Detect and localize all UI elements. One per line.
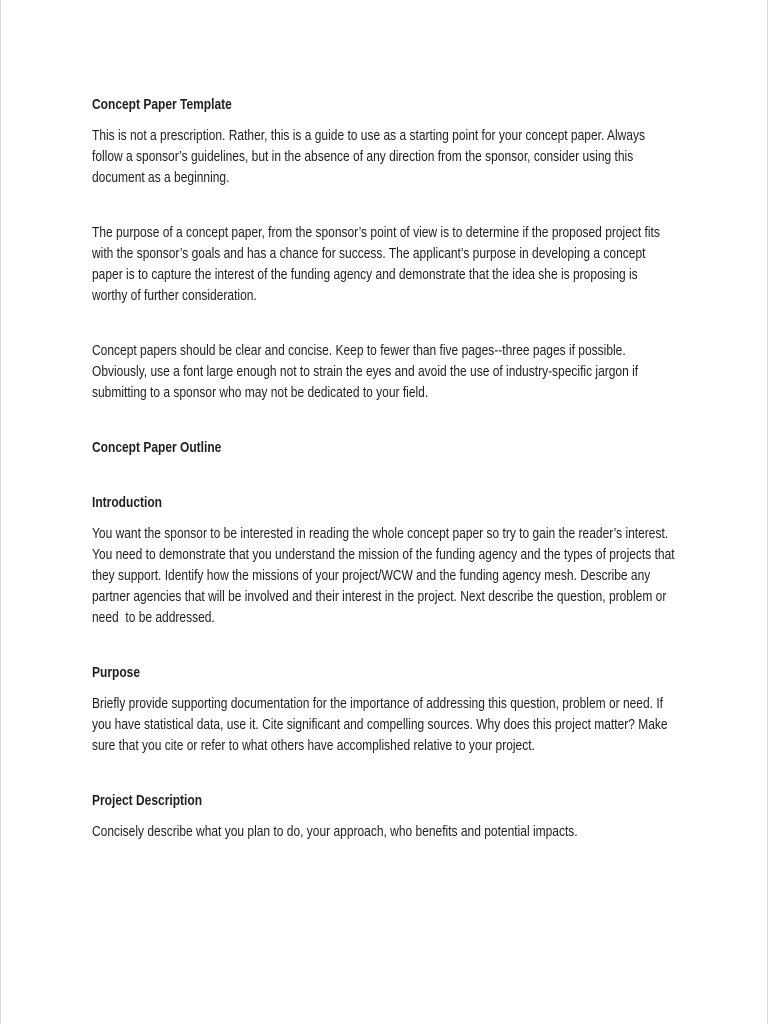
paragraph-project-description-body: Concisely describe what you plan to do, your approach, who benefits and potential impacts. bbox=[92, 823, 578, 840]
paragraph-intro-guide: This is not a prescription. Rather, this is a guide to use as a starting point for your concept paper. Always follow a sponsor’s guidelines, but in the absence of any direction from the sponsor, consider using this document as a beginning. bbox=[92, 127, 649, 186]
section-heading-purpose: Purpose bbox=[92, 664, 141, 681]
section-heading-introduction: Introduction bbox=[92, 494, 162, 511]
paragraph-purpose-body: Briefly provide supporting documentation for the importance of addressing this question, problem or need. If you have statistical data, use it. Cite significant and compelling sources. Why does this project matter? Make sure that you cite or refer to what others have accomplished relative to your project. bbox=[92, 695, 671, 754]
page-title: Concept Paper Template bbox=[92, 96, 232, 113]
paragraph-clear-and-concise: Concept papers should be clear and concise. Keep to fewer than five pages--three pages if possible. Obviously, use a font large enough not to strain the eyes and avoid the use of industry-specific jargon if submitting to a sponsor who may not be dedicated to your field. bbox=[92, 342, 642, 401]
document-content-area bbox=[92, 94, 768, 852]
section-heading-concept-paper-outline: Concept Paper Outline bbox=[92, 439, 222, 456]
document-text-column bbox=[92, 94, 676, 842]
paragraph-introduction-body: You want the sponsor to be interested in reading the whole concept paper so try to gain the reader’s interest. You need to demonstrate that you understand the mission of the funding agency and the types of projects that they support. Identify how the missions of your project/WCW and the funding agency mesh. Describe any partner agencies that will be involved and their interest in the project. Next describe the question, problem or need to be addressed. bbox=[92, 525, 678, 626]
section-heading-project-description: Project Description bbox=[92, 792, 203, 809]
paragraph-purpose-of-concept-paper: The purpose of a concept paper, from the sponsor’s point of view is to determine if the proposed project fits with the sponsor’s goals and has a chance for success. The applicant’s purpose in developing a concept paper is to capture the interest of the funding agency and demonstrate that the idea she is proposing is worthy of further consideration. bbox=[92, 224, 664, 304]
